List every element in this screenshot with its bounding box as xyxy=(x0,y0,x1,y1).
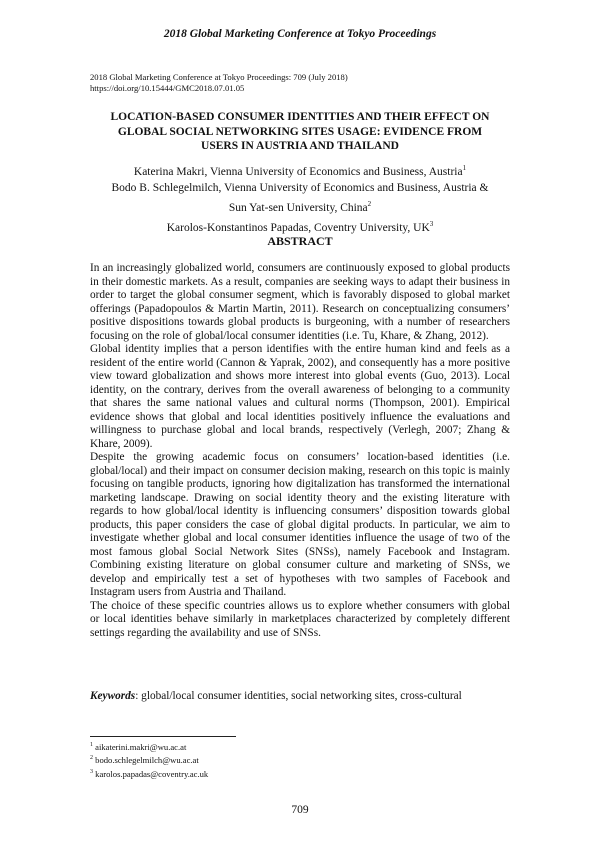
footnote: $^2$ bodo.schlegelmilch@wu.ac.at xyxy=(90,755,199,766)
author-1: Katerina Makri, Vienna University of Economics and Business, Austria$^1$ xyxy=(133,164,467,178)
footnote: $^1$ aikaterini.makri@wu.ac.at xyxy=(90,741,187,752)
author-list xyxy=(80,160,520,235)
paper-title xyxy=(80,110,520,154)
footnote-mark: 3 xyxy=(429,219,434,228)
abstract-body xyxy=(90,262,510,640)
footnote-email: bodo.schlegelmilch@wu.ac.at xyxy=(93,755,199,766)
footnote-email: aikaterini.makri@wu.ac.at xyxy=(93,741,187,752)
paragraph: The choice of these specific countries allows us to explore whether consumers with global or local identities behave similarly in marketplaces characterized by completely different settings regarding the availability and use of SNSs. xyxy=(90,599,510,639)
author-2-affiliation: Sun Yat-sen University, China$^2$ xyxy=(228,199,372,214)
paragraph: Despite the growing academic focus on consumers’ location-based identities (i.e. global/local) and their impact on consumer decision making, research on this topic is mainly focusing on tangible products, ignoring how digitalization has transformed the international marketing landscape. Drawing on social identity theory and the existing literature with regards to how global/local identity is influencing consumers’ disposition towards global products, this paper considers the case of global digital products. In particular, we aim to investigate whether global and local consumer identities influence the usage of two of the most famous global Social Network Sites (SNSs), namely Facebook and Instagram. Combining existing literature on global consumer culture and marketing of SNSs, we develop and empirically test a set of hypotheses with two samples of Facebook and Instagram users from Austria and Thailand. xyxy=(90,451,510,598)
footnote-mark: 2 xyxy=(367,199,372,208)
doi-line: https://doi.org/10.15444/GMC2018.07.01.05 xyxy=(90,83,245,93)
title-line: LOCATION-BASED CONSUMER IDENTITIES AND THEIR EFFECT ON xyxy=(110,111,490,123)
keywords xyxy=(90,690,510,702)
author-3: Karolos-Konstantinos Papadas, Coventry University, $UK^3$ xyxy=(166,219,434,234)
keywords-text: : global/local consumer identities, social networking sites, cross-cultural xyxy=(135,690,462,702)
footnote: $^3$ karolos.papadas@coventry.ac.uk xyxy=(90,768,209,779)
page-number: 709 xyxy=(291,804,309,816)
paragraph: In an increasingly globalized world, consumers are continuously exposed to global products in their domestic markets. As a result, companies are seeking ways to adapt their business in order to target the global consumer segment, which is favorably disposed to global market offerings (Papadopoulos & Martin Martin, 2011). Research on conceptualizing consumers’ positive dispositions towards global products is burgeoning, with a number of researchers focusing on the role of global/local consumer identities (i.e. Tu, Khare, & Zhang, 2012). xyxy=(90,262,510,342)
keywords-label: Keywords xyxy=(90,690,136,702)
citation-line: 2018 Global Marketing Conference at Tokyo Proceedings: 709 (July 2018) xyxy=(90,72,348,82)
title-line: USERS IN AUSTRIA AND THAILAND xyxy=(201,140,399,152)
author-2: Bodo B. Schlegelmilch, Vienna University of Economics and Business, Austria & xyxy=(111,181,489,194)
paragraph: Global identity implies that a person identifies with the entire human kind and feels as a resident of the entire world (Cannon & Yaprak, 2002), and consequently has a more positive view toward globalization and shows more interest into global events (Guo, 2013). Local identity, on the contrary, derives from the overall awareness of belonging to a community that shares the same national values and cultural norms (Thompson, 2001). Empirical evidence shows that global and local identities positively influence the evaluations and willingness to purchase global and local brands, respectively (Verlegh, 2007; Zhang & Khare, 2009). xyxy=(90,343,510,450)
running-header: 2018 Global Marketing Conference at Tokyo Proceedings xyxy=(163,28,437,40)
title-line: GLOBAL SOCIAL NETWORKING SITES USAGE: EVIDENCE FROM xyxy=(117,125,483,138)
footnote-email: karolos.papadas@coventry.ac.uk xyxy=(93,768,209,779)
footnotes xyxy=(90,740,208,780)
citation xyxy=(90,72,348,94)
abstract-heading: ABSTRACT xyxy=(267,234,333,248)
footnote-mark: 1 xyxy=(462,164,467,172)
footnote-divider xyxy=(90,736,236,737)
